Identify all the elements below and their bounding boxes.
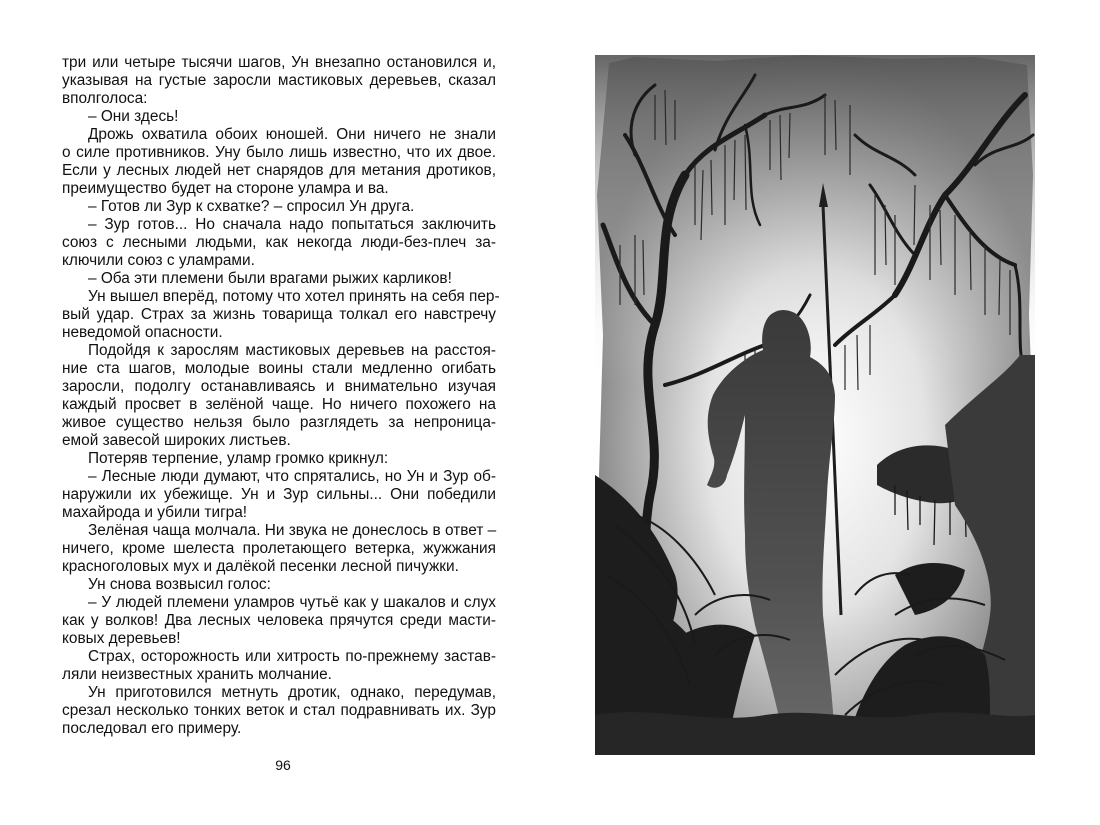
text-line: красноголовых мух и далёкой песенки лесной пичужки. [62, 558, 459, 575]
illustration-canvas [595, 55, 1035, 755]
text-line: – Зур готов... Но сначала надо попытаться заключить [88, 216, 496, 233]
text-line: вполголоса: [62, 90, 148, 107]
text-line: Зелёная чаща молчала. Ни звука не донеслось в ответ – [88, 522, 497, 539]
text-line: последовал его примеру. [62, 720, 242, 737]
text-line: Ун приготовился метнуть дротик, однако, передумав, [88, 684, 496, 701]
text-line: Дрожь охватила обоих юношей. Они ничего не знали [88, 126, 496, 143]
text-line: три или четыре тысячи шагов, Ун внезапно остановился и, [62, 54, 496, 71]
text-line: Ун снова возвысил голос: [88, 576, 271, 593]
text-line: срезал несколько тонких веток и стал подравнивать их. Зур [62, 702, 496, 719]
text-line: вый удар. Страх за жизнь товарища толкал его навстречу [62, 306, 496, 323]
text-line: как у волков! Два лесных человека прячутся среди масти- [62, 612, 496, 629]
text-line: союз с лесными людьми, как некогда люди-без-плеч за- [62, 234, 496, 251]
text-line: – У людей племени уламров чутьё как у шакалов и слух [88, 594, 496, 611]
text-line: – Готов ли Зур к схватке? – спросил Ун друга. [88, 198, 415, 215]
canopy-shadow [595, 55, 1035, 385]
text-line: ковых деревьев! [62, 630, 181, 647]
forest-ambush-illustration [595, 55, 1035, 755]
text-line: Подойдя к зарослям мастиковых деревьев на расстоя- [88, 342, 496, 359]
page-number: 96 [275, 757, 291, 773]
text-line: – Оба эти племени были врагами рыжих карликов! [88, 270, 452, 287]
text-line: заросли, подолгу останавливаясь и внимательно изучая [62, 378, 496, 395]
text-line: о силе противников. Уну было лишь известно, что их двое. [62, 144, 496, 161]
text-line: Ун вышел вперёд, потому что хотел принять на себя пер- [88, 288, 500, 305]
text-line: неведомой опасности. [62, 324, 223, 341]
page-text [62, 54, 500, 738]
text-line: махайрода и убили тигра! [62, 504, 248, 521]
text-line: указывая на густые заросли мастиковых деревьев, сказал [62, 72, 496, 89]
text-line: Если у лесных людей нет снарядов для метания дротиков, [62, 162, 496, 179]
text-line: емой завесой широких листьев. [62, 432, 291, 449]
text-line: Страх, осторожность или хитрость по-прежнему застав- [88, 648, 496, 665]
text-line: ничего, кроме шелеста пролетающего ветерка, жужжания [62, 540, 496, 557]
text-line: ляли неизвестных хранить молчание. [62, 666, 332, 683]
text-line: преимущество будет на стороне уламра и ва. [62, 180, 389, 197]
text-line: – Они здесь! [88, 108, 179, 125]
text-line: – Лесные люди думают, что спрятались, но Ун и Зур об- [88, 468, 496, 485]
text-line: Потеряв терпение, уламр громко крикнул: [88, 450, 389, 467]
text-line: наружили их убежище. Ун и Зур сильны... Они победили [62, 486, 496, 503]
text-line: ключили союз с уламрами. [62, 252, 255, 269]
text-line: живое существо нельзя было разглядеть за непроница- [62, 414, 496, 431]
undergrowth [595, 712, 1035, 755]
text-line: каждый просвет в зелёной чаще. Но ничего похожего на [62, 396, 496, 413]
text-line: ние ста шагов, молодые воины стали медленно огибать [62, 360, 496, 377]
